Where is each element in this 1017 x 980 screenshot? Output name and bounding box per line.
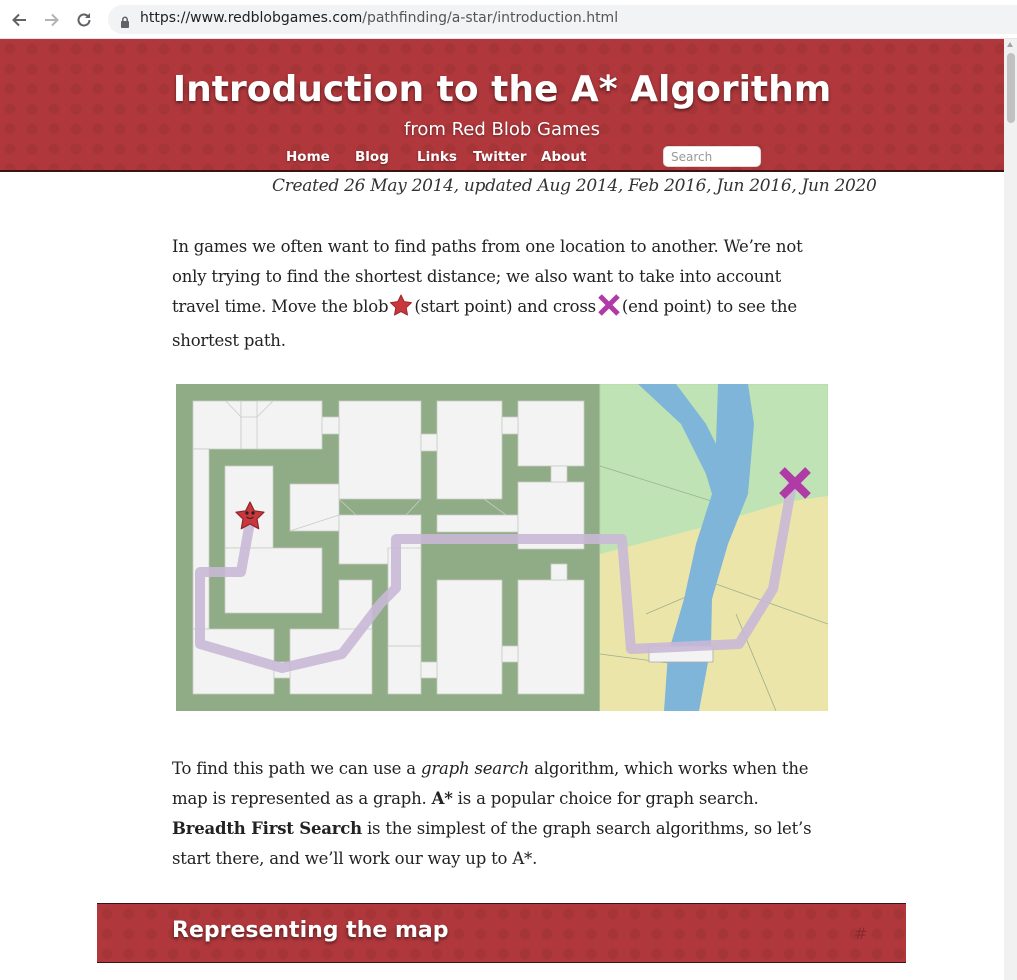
gs-text-7: is the simplest of the graph search algorithms, so let’s start there, and we’ll work our way up to A*.: [172, 819, 812, 868]
url-path: /pathfinding/a-star/introduction.html: [362, 10, 619, 26]
page-scrollbar[interactable]: [1004, 39, 1017, 980]
anchor-hash-icon[interactable]: #: [854, 924, 868, 943]
graph-search-paragraph: [172, 754, 832, 874]
gs-text-3: algorithm, which works when the map is represented as a graph.: [172, 759, 809, 808]
nav-blog[interactable]: Blog: [355, 149, 389, 165]
url-text: [140, 10, 618, 26]
intro-text-c: (end point) to see the shortest path.: [172, 297, 797, 350]
intro-text-a: In games we often want to find paths from one location to another. We’re not only trying to find the shortest distance; we also want to take into account travel time. Move the blob: [172, 237, 803, 316]
lock-icon: [120, 13, 130, 32]
nav-about[interactable]: About: [541, 149, 587, 165]
cross-icon: [597, 294, 621, 326]
scrollbar-thumb[interactable]: [1007, 53, 1015, 123]
nav-home[interactable]: Home: [286, 149, 330, 165]
gs-text-4: A*: [431, 789, 453, 808]
dateline: Created 26 May 2014, updated Aug 2014, Feb 2016, Jun 2016, Jun 2020: [272, 176, 877, 196]
intro-paragraph: [172, 232, 832, 356]
nav-links[interactable]: Links: [417, 149, 457, 165]
nav-twitter[interactable]: Twitter: [473, 149, 527, 165]
intro-text-b: (start point) and cross: [414, 297, 596, 316]
gs-text-1: To find this path we can use a: [172, 759, 421, 778]
reload-icon[interactable]: [73, 9, 95, 31]
site-subtitle: [0, 119, 1004, 140]
section-title: Representing the map: [172, 918, 449, 943]
search-input[interactable]: [663, 146, 761, 167]
gs-text-2: graph search: [420, 759, 530, 778]
site-name-link[interactable]: Red Blob Games: [451, 119, 601, 140]
gs-text-5: is a popular choice for graph search.: [452, 789, 759, 808]
scroll-up-icon[interactable]: [1007, 42, 1013, 47]
address-bar[interactable]: [108, 5, 1017, 34]
blob-star-icon: [389, 294, 413, 326]
forward-arrow-icon[interactable]: [41, 9, 63, 31]
browser-toolbar: [0, 0, 1017, 39]
back-arrow-icon[interactable]: [8, 9, 30, 31]
gs-text-6: Breadth First Search: [172, 819, 362, 838]
site-header: [0, 39, 1004, 172]
rooms: [193, 401, 584, 694]
pathfinding-map-demo[interactable]: [176, 384, 828, 711]
subtitle-from: from: [403, 119, 452, 140]
page-title: Introduction to the A* Algorithm: [172, 69, 832, 110]
url-domain: https://www.redblobgames.com: [140, 10, 363, 26]
section-header: [97, 903, 906, 963]
